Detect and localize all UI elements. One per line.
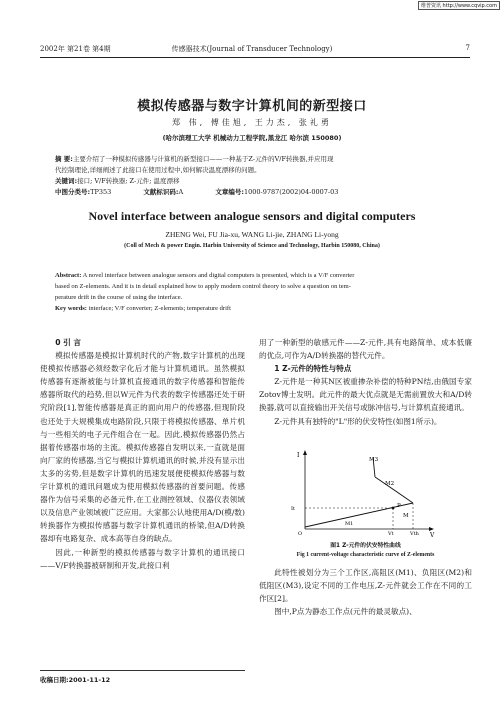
header-issue: 2002年 第21卷 第4期 xyxy=(40,45,111,53)
right-column-top xyxy=(259,336,472,428)
footnote-rule xyxy=(40,670,245,671)
label-it: It xyxy=(291,506,295,512)
abstract-en-label: Abstract: xyxy=(55,272,82,279)
label-m1: M1 xyxy=(345,521,354,527)
authors-english: ZHENG Wei, FU Jia-xu, WANG Li-jie, ZHANG Li-yong xyxy=(165,230,339,239)
received-date: 收稿日期:2001-11-12 xyxy=(40,676,111,684)
abstract-text-2: 代控制理论,详细阐述了此接口在使用过程中,如何解决温度漂移的问题。 xyxy=(55,166,261,174)
keywords-chinese: 接口; V/F转换器; Z-元件; 温度漂移 xyxy=(77,177,180,185)
keywords-english: interface; V/F converter; Z-elements; temperature drift xyxy=(88,305,231,312)
point-p xyxy=(392,507,395,510)
authors-chinese: 郑 伟, 傅佳旭, 王力杰, 张礼勇 xyxy=(172,118,332,127)
figure-caption-chinese: 图1 Z-元件的伏安特性曲线 xyxy=(330,543,401,549)
right-paragraph-continued: 用了一种新型的敏感元件——Z-元件,具有电路简单、成本低廉的优点,可作为A/D转换器的替代元件。 xyxy=(259,338,472,361)
label-v: V xyxy=(430,532,435,539)
right-column-bottom xyxy=(259,566,472,618)
class-number-label: 中图分类号: xyxy=(55,188,91,196)
affiliation-chinese: (哈尔滨理工大学 机械动力工程学院,黑龙江 哈尔滨 150080) xyxy=(162,134,342,142)
x-axis-arrow xyxy=(429,527,434,531)
z-element-paragraph-2: Z-元件具有独特的"L"形的伏安特性(如图1所示)。 xyxy=(274,416,442,426)
label-p: P xyxy=(397,503,401,509)
header-rule xyxy=(40,57,470,58)
class-number: TP353 xyxy=(90,188,112,196)
title-chinese: 模拟传感器与数字计算机间的新型接口 xyxy=(137,99,367,114)
figure-caption-english: Fig 1 current-voltage characteristic curve of Z-elements xyxy=(296,552,435,558)
abstract-label: 摘 要: xyxy=(55,155,73,163)
header-page-number: 7 xyxy=(465,44,470,52)
abstract-text-1: 主要介绍了一种模拟传感器与计算机的新型接口——一种基于Z-元件的V/F转换器,并应用现 xyxy=(72,155,334,163)
figure-iv-curve xyxy=(285,447,435,539)
intro-paragraph-1: 模拟传感器是模拟计算机时代的产物,数字计算机的出现使模拟传感器必须经数字化后才能与计算机通讯。虽然模拟传感器有逐渐被能与计算机直接通讯的数字传感器和智能传感器所取代的趋势,但以W元件为代表的数字传感器还处于研究阶段[1],智能传感器是真正的面向用户的传感器,但现阶段也还处于大规模集成电路阶段,只限于将模拟传感器、单片机与一些相关的电子元件组合在一起。因此,模拟传感器仍然占据着传感器市场的主流。模拟传感器自发明以来,一直就是面向厂家的传感器,当它与模拟计算机通讯的时候,并没有显示出太多的劣势,但是数字计算机的迅速发展便使模拟传感器与数字计算机的通讯问题成为使用模拟传感器的首要问题。传感器作为信号采集的必备元件,在工业测控领域、仪器仪表领域以及信息产业领域被广泛应用。大家都公认地使用A/D(模/数)转换器作为模拟传感器与数字计算机通讯的桥梁,但A/D转换器却有电路复杂、成本高等自身的缺点。 xyxy=(40,351,245,544)
keywords-en-label: Key words: xyxy=(55,305,87,312)
source-stamp: 维普资讯 http://www.cqvip.com xyxy=(418,1,500,10)
section-heading-intro: 0 引 言 xyxy=(55,338,81,347)
abstract-en-text-1: A novel interface between analogue sensors and digital computers is presented, which is a V/F converter xyxy=(82,272,355,279)
title-english: Novel interface between analogue sensors and digital computers xyxy=(88,209,416,223)
label-vt: Vt xyxy=(388,531,394,537)
affiliation-english: (Coll of Mech & power Engin. Harbin University of Science and Technology, Harbin 150080, China) xyxy=(124,243,380,249)
label-origin: O xyxy=(298,531,303,537)
label-vth: Vth xyxy=(410,531,419,537)
y-axis-arrow xyxy=(303,450,307,455)
article-id: 1000-9787(2002)04-0007-03 xyxy=(243,188,339,196)
header-journal: 传感器技术(Journal of Transducer Technology) xyxy=(171,45,333,53)
doc-code-label: 文献标识码: xyxy=(143,188,179,196)
left-column xyxy=(40,336,245,572)
classification-line xyxy=(55,187,455,198)
abstract-english xyxy=(55,270,455,314)
article-id-label: 文章编号: xyxy=(215,188,244,196)
z-element-paragraph-3: 此特性被划分为三个工作区,高阻区(M1)、负阻区(M2)和低阻区(M3),设定不同的工作电压,Z-元件就会工作在不同的工作区[2]。 xyxy=(259,568,472,604)
abstract-en-text-3: perature drift in the course of using the interface. xyxy=(55,294,183,301)
label-m3: M3 xyxy=(369,457,379,463)
abstract-en-text-2: based on Z-elements. And it is in detail explained how to apply modern control theory to solve a question on tem- xyxy=(55,283,351,290)
label-i: I xyxy=(297,452,300,459)
label-m: M xyxy=(403,513,409,519)
z-element-paragraph-1: Z-元件是一种其N区被重掺杂补偿的特种PN结,由俄国专家Zotov博士发明。此元件的最大优点就是无需前置放大和A/D转换器,就可以直接输出开关信号或脉冲信号,与计算机直接通讯。 xyxy=(259,377,472,413)
z-element-paragraph-4: 图中,P点为静态工作点(元件的最灵敏点)、 xyxy=(274,607,417,617)
keywords-label: 关键词: xyxy=(55,177,78,185)
intro-paragraph-2: 因此,一种新型的模拟传感器与数字计算机的通讯接口——V/F转换器被研制和开发,此接口利 xyxy=(40,547,245,570)
doc-code: A xyxy=(178,188,184,196)
section-heading-z-element: 1 Z-元件的特性与特点 xyxy=(274,364,352,374)
label-m2: M2 xyxy=(385,481,395,487)
abstract-chinese xyxy=(55,154,455,198)
